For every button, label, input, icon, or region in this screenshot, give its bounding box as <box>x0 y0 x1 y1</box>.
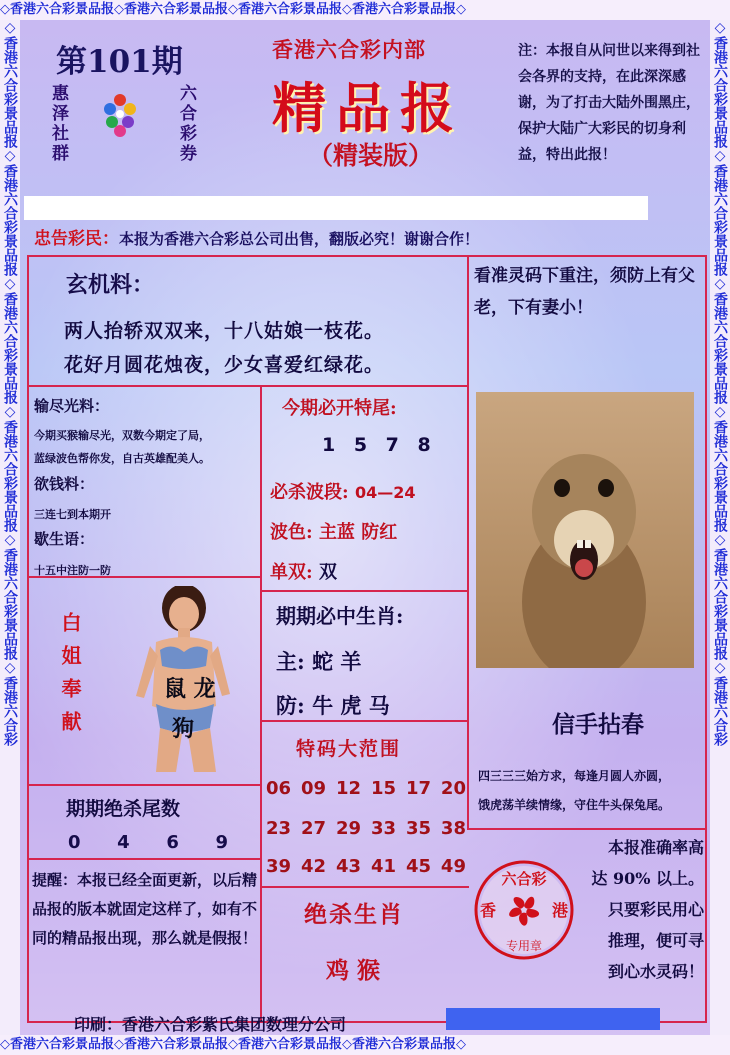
range-number: 43 <box>335 856 362 877</box>
lose-all-text-1: 今期买猴输尽光，双数今期定了局， <box>34 429 210 442</box>
zodiac-main-label: 主: <box>276 649 305 674</box>
xuanji-title: 玄机料： <box>66 272 155 298</box>
divider-left-3 <box>27 858 261 860</box>
lose-all-heading: 输尽光料： <box>34 397 110 415</box>
border-top: ◇香港六合彩景品报◇香港六合彩景品报◇香港六合彩景品报◇香港六合彩景品报◇ <box>0 0 730 20</box>
gift-vertical-text: 白姐奉献 <box>58 612 82 744</box>
range-number: 29 <box>335 818 362 839</box>
range-number: 39 <box>266 856 292 877</box>
kill-tail-values <box>68 832 228 853</box>
accuracy-line-1: 本报准确率高 <box>607 838 704 857</box>
left-slogan: 惠泽社群 <box>48 84 68 164</box>
squirrel-photo <box>476 392 694 668</box>
blank-banner <box>24 196 648 220</box>
accuracy-line-2: 达 90% 以上。 <box>591 869 704 888</box>
photo-caption-1: 鼠 龙 <box>164 676 216 702</box>
accuracy-text <box>572 832 704 987</box>
odd-even-value: 双 <box>318 562 337 583</box>
border-bottom: ◇香港六合彩景品报◇香港六合彩景品报◇香港六合彩景品报◇香港六合彩景品报◇ <box>0 1035 730 1055</box>
seal-top-text: 六合彩 <box>501 870 547 888</box>
header-note: 注：本报自从问世以来得到社会各界的支持，在此深深感谢，为了打击大陆外围黑庄，保护大陆广大彩民的切身利益，特出此报！ <box>518 43 700 163</box>
kill-tail-number: 4 <box>117 832 130 853</box>
zodiac-guard-label: 防: <box>276 693 305 718</box>
kill-tail-number: 9 <box>215 832 228 853</box>
border-left: ◇香港六合彩景品报◇香港六合彩景品报◇香港六合彩景品报◇香港六合彩景品报◇香港六合彩景品报◇香港六合彩 <box>0 20 20 1035</box>
wave-value: 04—24 <box>354 483 416 502</box>
right-slogan: 六合彩券 <box>176 84 196 164</box>
zodiac-guard-row <box>276 690 390 720</box>
issue-number: 第101期 <box>56 44 183 80</box>
range-number: 33 <box>370 818 397 839</box>
warning-label: 忠告彩民： <box>34 229 119 249</box>
zodiac-title: 期期必中生肖: <box>276 604 404 628</box>
range-number: 38 <box>440 818 466 839</box>
wave-row <box>270 478 415 504</box>
range-number: 41 <box>370 856 397 877</box>
tail-title: 今期必开特尾: <box>282 398 397 419</box>
org-name: 香港六合彩内部 <box>272 37 426 62</box>
color-label: 波色: <box>270 522 313 543</box>
want-money-text: 三连七到本期开 <box>34 508 111 521</box>
kill-tail-number: 6 <box>166 832 179 853</box>
range-number: 20 <box>440 778 466 799</box>
kill-zodiac-value: 鸡 猴 <box>326 957 381 984</box>
range-number: 09 <box>300 778 327 799</box>
range-number: 06 <box>266 778 292 799</box>
tail-values: 1 5 7 8 <box>322 434 437 456</box>
divider-mid-vertical <box>260 385 262 1023</box>
warning-text: 本报为香港六合彩总公司出售，翻版必究！谢谢合作！ <box>119 230 480 248</box>
lottery-logo-icon <box>100 92 140 138</box>
zodiac-main-row <box>276 646 361 676</box>
xuanji-line-1: 两人抬轿双双来，十八姑娘一枝花。 <box>64 320 385 342</box>
kill-tail-number: 0 <box>68 832 81 853</box>
xinshou-body <box>478 762 706 820</box>
seal-bottom-text: 专用章 <box>505 939 543 953</box>
zodiac-guard-value: 牛 虎 马 <box>312 693 390 718</box>
right-top-text: 看准灵码下重注，须防上有父老，下有妻小！ <box>474 266 695 318</box>
range-number: 15 <box>370 778 397 799</box>
seal-left-text: 香 <box>479 901 497 920</box>
kill-zodiac-title: 绝杀生肖 <box>304 901 404 928</box>
divider-right-vertical <box>467 255 469 830</box>
rest-heading: 歇生语： <box>34 530 95 548</box>
range-number: 35 <box>405 818 431 839</box>
divider-mid-3 <box>260 886 469 888</box>
accuracy-line-4: 推理，便可寻 <box>607 931 704 950</box>
color-value: 主蓝 防红 <box>318 522 398 543</box>
color-row <box>270 518 397 544</box>
kill-tail-title: 期期绝杀尾数 <box>66 798 181 820</box>
range-row <box>266 856 466 877</box>
edition-label: （精装版） <box>308 141 434 170</box>
seal-right-text: 港 <box>551 901 569 920</box>
reminder-text: 提醒：本报已经全面更新，以后精品报的版本就固定这样了，如有不同的精品报出现，那么就是假报！ <box>32 871 258 947</box>
range-row <box>266 778 466 799</box>
range-number: 49 <box>440 856 466 877</box>
lose-all-text-2: 蓝绿波色帮你发，自古英雄配美人。 <box>34 452 210 465</box>
range-number: 42 <box>300 856 327 877</box>
range-number: 17 <box>405 778 431 799</box>
range-title: 特码大范围 <box>296 738 402 760</box>
xinshou-title: 信手拈春 <box>552 711 644 738</box>
odd-even-label: 单双: <box>270 562 313 583</box>
range-number: 12 <box>335 778 362 799</box>
range-number: 45 <box>405 856 431 877</box>
wave-label: 必杀波段: <box>270 482 349 503</box>
xuanji-line-2: 花好月圆花烛夜，少女喜爱红绿花。 <box>64 354 385 376</box>
divider-mid-2 <box>260 720 469 722</box>
xinshou-line-2: 饿虎荡羊续情缘，守住牛头保兔尾。 <box>478 798 671 812</box>
printer-line: 印刷：香港六合彩紫氏集团数理分公司 <box>74 1015 347 1034</box>
accuracy-line-3: 只要彩民用心 <box>607 900 704 919</box>
range-number: 23 <box>266 818 292 839</box>
border-right: ◇香港六合彩景品报◇香港六合彩景品报◇香港六合彩景品报◇香港六合彩景品报◇香港六合彩景品报◇香港六合彩 <box>710 20 730 1035</box>
range-number: 27 <box>300 818 327 839</box>
rest-text: 十五中注防一防 <box>34 564 111 577</box>
range-row <box>266 818 466 839</box>
accuracy-line-5: 到心水灵码！ <box>607 962 704 981</box>
xinshou-line-1: 四三三三始方求，每逢月圆人亦圆， <box>478 769 671 783</box>
photo-caption-2: 狗 <box>172 716 195 742</box>
odd-even-row <box>270 558 337 584</box>
divider-mid-1 <box>260 590 469 592</box>
want-money-heading: 欲钱料： <box>34 475 95 493</box>
warning-line <box>34 224 479 249</box>
divider-right-horizontal <box>467 828 707 830</box>
blue-banner <box>446 1008 660 1030</box>
divider-left-2 <box>27 784 261 786</box>
official-seal-icon <box>472 858 576 962</box>
zodiac-main-value: 蛇 羊 <box>312 649 362 674</box>
divider-below-xuanji <box>27 385 469 387</box>
page-title: 精品报 <box>272 76 464 140</box>
